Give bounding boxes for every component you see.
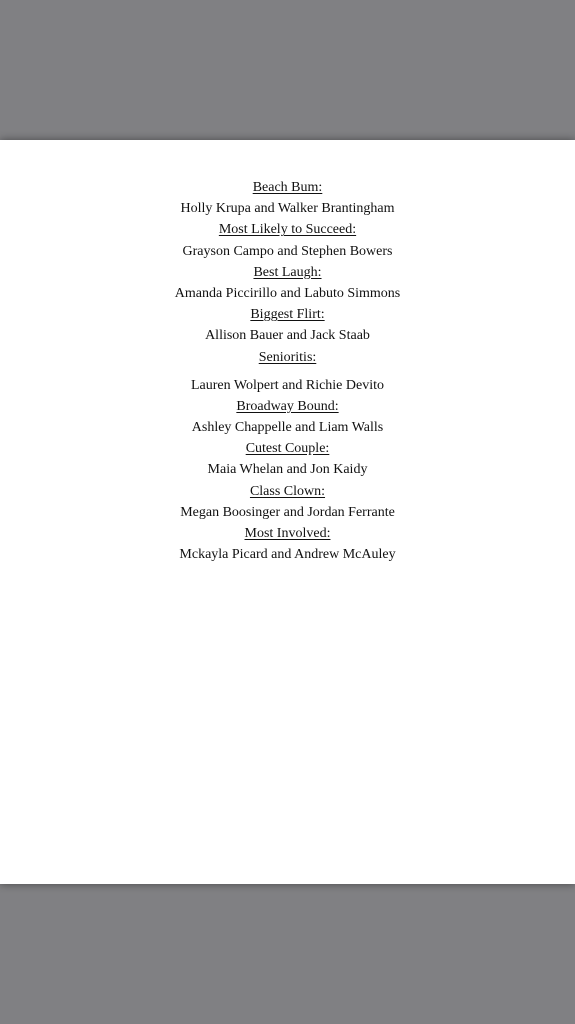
award-category: Senioritis: — [258, 349, 317, 365]
award-category: Biggest Flirt: — [250, 307, 325, 323]
award-category: Most Likely to Succeed: — [218, 222, 357, 238]
award-winners: Allison Bauer and Jack Staab — [205, 328, 370, 344]
spacer — [0, 368, 575, 375]
award-winners: Grayson Campo and Stephen Bowers — [182, 243, 393, 259]
document-page — [0, 140, 575, 884]
award-category: Best Laugh: — [253, 264, 322, 280]
award-winners: Amanda Piccirillo and Labuto Simmons — [174, 285, 401, 301]
award-category: Cutest Couple: — [245, 441, 330, 457]
award-category: Class Clown: — [249, 483, 326, 499]
award-winners: Lauren Wolpert and Richie Devito — [191, 377, 384, 393]
award-winners: Holly Krupa and Walker Brantingham — [180, 201, 395, 217]
award-category: Most Involved: — [244, 526, 331, 541]
award-category: Broadway Bound: — [236, 398, 339, 414]
award-winners: Megan Boosinger and Jordan Ferrante — [180, 504, 395, 520]
award-category: Beach Bum: — [252, 180, 323, 195]
awards-list — [0, 177, 575, 565]
award-winners: Mckayla Picard and Andrew McAuley — [179, 547, 396, 563]
award-winners: Ashley Chappelle and Liam Walls — [191, 420, 384, 436]
award-winners: Maia Whelan and Jon Kaidy — [207, 462, 368, 478]
